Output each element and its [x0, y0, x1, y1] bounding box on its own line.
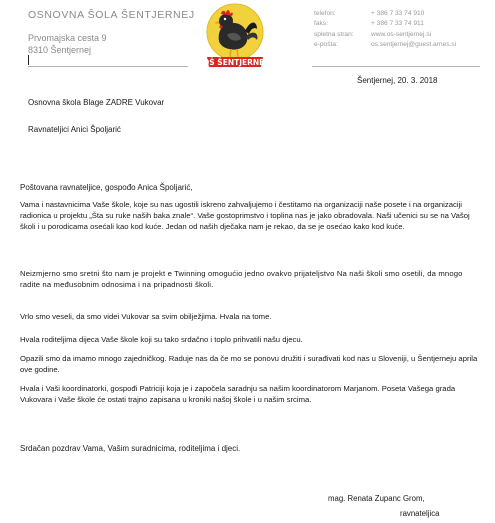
recipient-school: Osnovna škola Blage ZADRE Vukovar: [28, 98, 165, 107]
contact-label: spletna stran:: [314, 30, 354, 38]
school-street: Prvomajska cesta 9: [28, 33, 107, 43]
body-paragraph: Hvala i Vaši koordinatorki, gospođi Patriciji koja je i započela saradnju sa našim koordinatorom Marjanom. Poseta Vašega grada Vukovara i Vaše škole će ostati trajno zapisana u kroniki našoj škole i u našim srcima.: [20, 384, 456, 405]
contact-label: telefon:: [314, 10, 336, 17]
contact-row-email: [314, 40, 456, 50]
signature-name: mag. Renata Zupanc Grom,: [328, 494, 425, 503]
recipient-person: Ravnateljici Anici Špoljarić: [28, 125, 121, 134]
contact-label: faks:: [314, 20, 328, 28]
body-paragraph: Vama i nastavnicima Vaše škole, koje su nas ugostili iskreno zahvaljujemo i čestitamo na organizaciji naše posete i na organizaciji radionica u projektu „Šta su ruke naših baka znale“. Vaše gostoprimstvo i toplina nas je jako obradovala. Naši učenici su se na Vašoj školi i u porodicama osećali kao kod kuće. Jedan od naših dječaka nam je rekao, da se je osećao kako kod kuće.: [20, 200, 470, 232]
letter-date: Šentjernej, 20. 3. 2018: [357, 76, 438, 85]
contact-value: www.os-sentjernej.si: [371, 30, 432, 38]
logo-text: OŠ ŠENTJERNEJ: [202, 58, 268, 67]
signature-role: ravnateljica: [400, 509, 440, 518]
letter-greeting: Poštovana ravnateljice, gospođo Anica Špoljarić,: [20, 183, 193, 192]
letter-closing: Srdačan pozdrav Vama, Vašim suradnicima, roditeljima i djeci.: [20, 444, 241, 453]
contact-row-fax: [314, 19, 456, 29]
text-cursor: [28, 55, 29, 65]
contact-block: [314, 9, 456, 50]
header-divider-left: [28, 66, 188, 67]
body-paragraph: Hvala roditeljima dijeca Vaše škole koji su tako srdačno i toplo prihvatili našu djecu.: [20, 335, 303, 344]
school-name: OSNOVNA ŠOLA ŠENTJERNEJ: [28, 9, 195, 21]
contact-value: + 386 7 33 74 911: [371, 20, 424, 28]
school-city: 8310 Šentjernej: [28, 45, 92, 55]
header-divider-right: [312, 66, 480, 67]
contact-row-website: [314, 30, 456, 40]
body-paragraph: Neizmjerno smo sretni što nam je projekt e Twinning omogućio jedno ovakvo prijateljstvo Na naši školi smo osetili, da mnogo radite na međusobnim odnosima i na pripadnosti školi.: [20, 269, 463, 290]
body-paragraph: Vrlo smo veseli, da smo videi Vukovar sa svim obilježjima. Hvala na tome.: [20, 312, 272, 321]
contact-row-phone: [314, 9, 456, 19]
contact-value: os.sentjernej@guest.arnes.si: [371, 40, 457, 48]
body-paragraph: Opazili smo da imamo mnogo zajedničkog. Raduje nas da če mo se ponovu družiti i surađivati kod nas u Sloveniji, u Šentjerneju aprila ove godine.: [20, 354, 478, 375]
contact-label: e-pošta:: [314, 40, 338, 48]
school-logo: [199, 1, 271, 71]
contact-value: + 386 7 33 74 910: [371, 10, 425, 17]
